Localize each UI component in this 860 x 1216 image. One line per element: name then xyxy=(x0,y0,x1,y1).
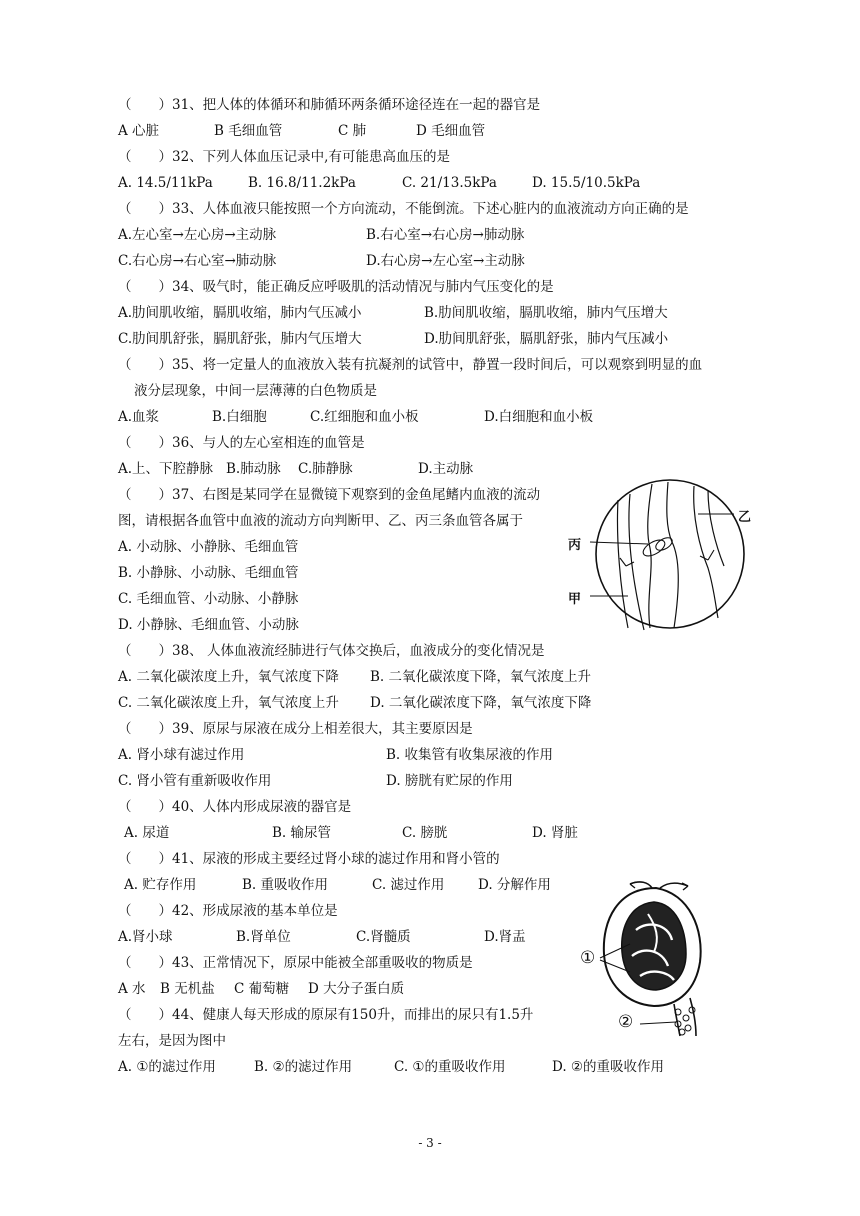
label-bing: 丙 xyxy=(568,538,582,553)
option-b: B.右心室→右心房→肺动脉 xyxy=(366,227,525,243)
option-d: D.白细胞和血小板 xyxy=(484,409,594,425)
option-b: B. 重吸收作用 xyxy=(242,877,329,893)
question-37-line2: 图，请根据各血管中血液的流动方向判断甲、乙、丙三条血管各属于 xyxy=(118,513,523,529)
nephron-figure xyxy=(578,880,726,1038)
option-c: C. 滤过作用 xyxy=(372,877,445,893)
option-a: A. 尿道 xyxy=(124,825,170,841)
option-c: C 肺 xyxy=(338,123,367,139)
question-42: （ ）42、形成尿液的基本单位是 xyxy=(118,903,338,919)
option-c: C.红细胞和血小板 xyxy=(310,409,419,425)
option-d: D 毛细血管 xyxy=(416,123,486,139)
option-a: A. ①的滤过作用 xyxy=(118,1059,216,1075)
option-c: C. 膀胱 xyxy=(402,825,448,841)
option-c: C. 毛细血管、小动脉、小静脉 xyxy=(118,591,299,607)
question-32: （ ）32、下列人体血压记录中,有可能患高血压的是 xyxy=(118,149,450,165)
question-39: （ ）39、原尿与尿液在成分上相差很大，其主要原因是 xyxy=(118,721,473,737)
label-jia: 甲 xyxy=(568,592,582,607)
option-b: B. 二氧化碳浓度下降，氧气浓度上升 xyxy=(370,669,592,685)
question-35-line1: （ ）35、将一定量人的血液放入装有抗凝剂的试管中，静置一段时间后，可以观察到明显的血 xyxy=(118,357,703,373)
option-a: A 心脏 xyxy=(118,123,160,139)
option-d: D. 小静脉、毛细血管、小动脉 xyxy=(118,617,299,633)
question-44-line1: （ ）44、健康人每天形成的原尿有150升，而排出的尿只有1.5升 xyxy=(118,1007,534,1023)
option-d: D 大分子蛋白质 xyxy=(308,981,405,997)
option-b: B. 输尿管 xyxy=(272,825,332,841)
option-a: A.上、下腔静脉 xyxy=(118,461,214,477)
option-a: A.左心室→左心房→主动脉 xyxy=(118,227,277,243)
option-d: D.肾盂 xyxy=(484,929,526,945)
option-a: A. 肾小球有滤过作用 xyxy=(118,747,245,763)
option-c: C. 21/13.5kPa xyxy=(402,175,497,191)
option-c: C.肾髓质 xyxy=(356,929,411,945)
option-b: B.白细胞 xyxy=(212,409,267,425)
option-c: C.肺静脉 xyxy=(298,461,353,477)
option-c: C. 肾小管有重新吸收作用 xyxy=(118,773,272,789)
option-b: B.肾单位 xyxy=(236,929,291,945)
option-a: A. 14.5/11kPa xyxy=(118,175,213,191)
option-d: D. 肾脏 xyxy=(532,825,578,841)
page-number: - 3 - xyxy=(418,1136,442,1150)
option-d: D. 15.5/10.5kPa xyxy=(532,175,641,191)
question-31: （ ）31、把人体的体循环和肺循环两条循环途径连在一起的器官是 xyxy=(118,97,541,113)
option-d: D.右心房→左心室→主动脉 xyxy=(366,253,525,269)
option-b: B 无机盐 xyxy=(160,981,215,997)
question-33: （ ）33、人体血液只能按照一个方向流动，不能倒流。下述心脏内的血液流动方向正确的是 xyxy=(118,201,689,217)
label-circle-1: ① xyxy=(580,948,596,968)
option-c: C.肋间肌舒张，膈肌舒张，肺内气压增大 xyxy=(118,331,362,347)
option-a: A.血浆 xyxy=(118,409,160,425)
question-41: （ ）41、尿液的形成主要经过肾小球的滤过作用和肾小管的 xyxy=(118,851,500,867)
option-c: C. 二氧化碳浓度上升，氧气浓度上升 xyxy=(118,695,339,711)
label-circle-2: ② xyxy=(618,1012,634,1032)
question-40: （ ）40、人体内形成尿液的器官是 xyxy=(118,799,352,815)
option-b: B. 小静脉、小动脉、毛细血管 xyxy=(118,565,299,581)
option-a: A.肋间肌收缩，膈肌收缩，肺内气压减小 xyxy=(118,305,362,321)
option-c: C. ①的重吸收作用 xyxy=(394,1059,506,1075)
option-d: D. 分解作用 xyxy=(478,877,551,893)
option-a: A. 小动脉、小静脉、毛细血管 xyxy=(118,539,299,555)
option-a: A 水 xyxy=(118,981,146,997)
option-b: B.肺动脉 xyxy=(226,461,281,477)
question-37-line1: （ ）37、右图是某同学在显微镜下观察到的金鱼尾鳍内血液的流动 xyxy=(118,487,541,503)
option-b: B. 收集管有收集尿液的作用 xyxy=(386,747,554,763)
option-a: A.肾小球 xyxy=(118,929,173,945)
label-yi: 乙 xyxy=(738,510,752,525)
question-35-line2: 液分层现象，中间一层薄薄的白色物质是 xyxy=(134,383,377,399)
option-c: C.右心房→右心室→肺动脉 xyxy=(118,253,277,269)
option-b: B.肋间肌收缩，膈肌收缩，肺内气压增大 xyxy=(424,305,668,321)
option-a: A. 贮存作用 xyxy=(124,877,197,893)
question-38: （ ）38、 人体血液流经肺进行气体交换后，血液成分的变化情况是 xyxy=(118,643,545,659)
question-43: （ ）43、正常情况下，原尿中能被全部重吸收的物质是 xyxy=(118,955,473,971)
option-c: C 葡萄糖 xyxy=(234,981,290,997)
option-d: D. 二氧化碳浓度下降，氧气浓度下降 xyxy=(370,695,592,711)
question-36: （ ）36、与人的左心室相连的血管是 xyxy=(118,435,365,451)
blood-flow-figure xyxy=(568,478,758,638)
option-b: B 毛细血管 xyxy=(214,123,283,139)
option-d: D.主动脉 xyxy=(418,461,474,477)
question-34: （ ）34、吸气时，能正确反应呼吸肌的活动情况与肺内气压变化的是 xyxy=(118,279,554,295)
option-b: B. 16.8/11.2kPa xyxy=(248,175,356,191)
option-d: D.肋间肌舒张，膈肌舒张，肺内气压减小 xyxy=(424,331,669,347)
option-d: D. 膀胱有贮尿的作用 xyxy=(386,773,513,789)
option-d: D. ②的重吸收作用 xyxy=(552,1059,665,1075)
option-b: B. ②的滤过作用 xyxy=(254,1059,353,1075)
question-44-line2: 左右，是因为图中 xyxy=(118,1033,226,1049)
option-a: A. 二氧化碳浓度上升，氧气浓度下降 xyxy=(118,669,339,685)
